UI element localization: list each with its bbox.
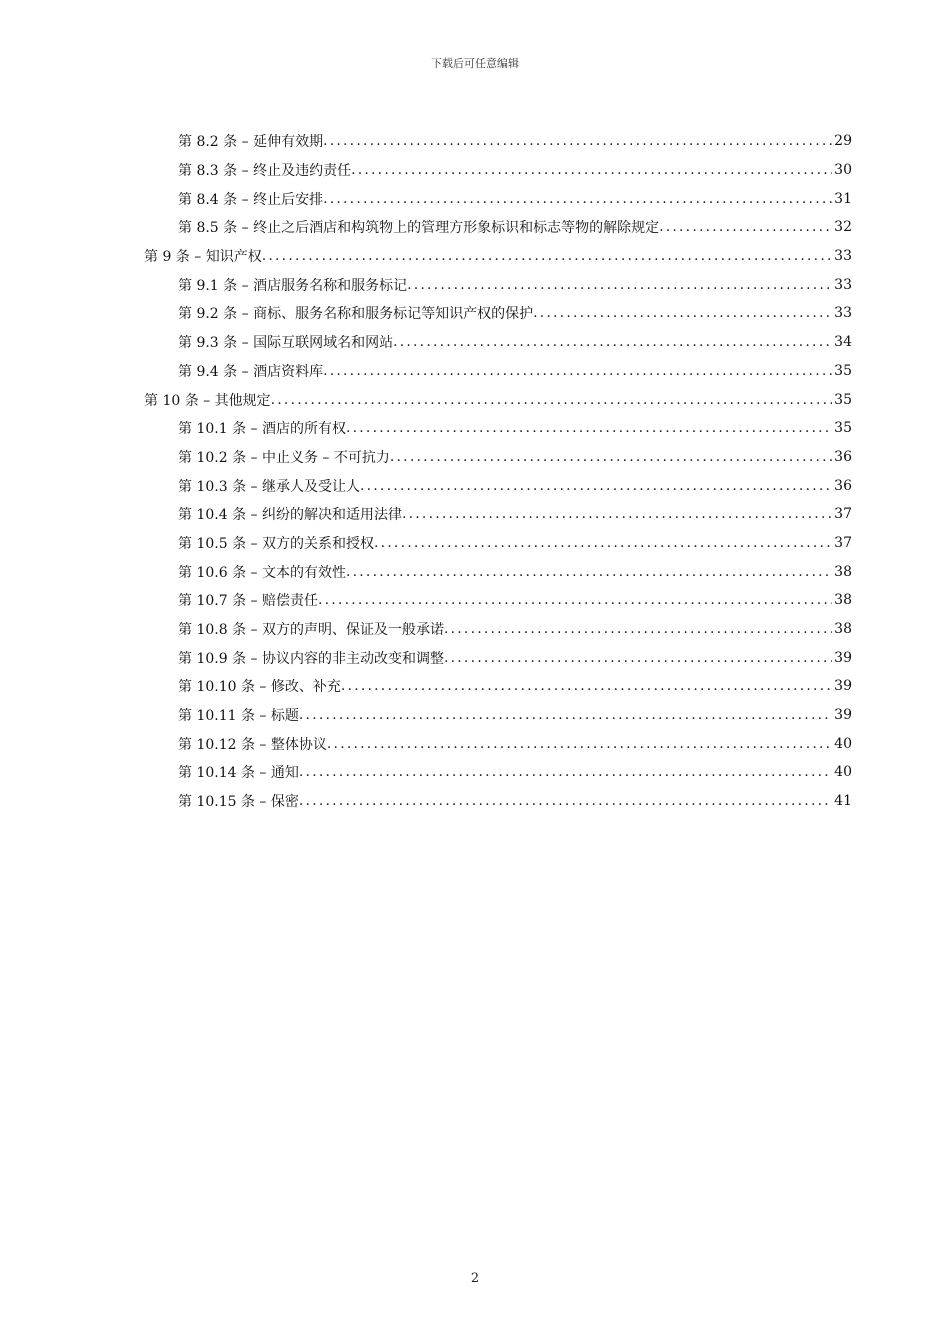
toc-entry-page: 33 — [834, 276, 852, 293]
toc-dot-leader — [346, 564, 832, 580]
toc-entry-label: 第 10.5 条 – 双方的关系和授权 — [178, 535, 374, 552]
toc-dot-leader — [444, 621, 832, 637]
toc-entry[interactable] — [144, 787, 852, 816]
toc-entry-label: 第 10.8 条 – 双方的声明、保证及一般承诺 — [178, 622, 444, 639]
toc-entry[interactable] — [144, 443, 852, 472]
toc-dot-leader — [374, 535, 832, 551]
toc-entry-page: 38 — [834, 592, 852, 609]
toc-entry-label: 第 10.11 条 – 标题 — [178, 708, 299, 725]
toc-entry-page: 35 — [834, 420, 852, 437]
toc-dot-leader — [299, 707, 832, 723]
toc-entry-label: 第 10 条 – 其他规定 — [144, 392, 271, 409]
toc-entry[interactable] — [144, 500, 852, 529]
toc-entry-label: 第 9 条 – 知识产权 — [144, 249, 262, 266]
toc-entry-label: 第 10.1 条 – 酒店的所有权 — [178, 421, 346, 438]
toc-entry-page: 32 — [834, 219, 852, 236]
toc-entry[interactable] — [144, 357, 852, 386]
toc-dot-leader — [323, 191, 832, 207]
toc-entry-page: 36 — [834, 477, 852, 494]
toc-entry-page: 29 — [834, 133, 852, 150]
toc-entry[interactable] — [144, 615, 852, 644]
toc-entry-page: 33 — [834, 248, 852, 265]
toc-entry[interactable] — [144, 414, 852, 443]
toc-entry-label: 第 10.12 条 – 整体协议 — [178, 736, 327, 753]
toc-entry-label: 第 10.2 条 – 中止义务 – 不可抗力 — [178, 449, 390, 466]
toc-dot-leader — [299, 793, 832, 809]
toc-entry-page: 37 — [834, 506, 852, 523]
toc-entry-page: 41 — [834, 793, 852, 810]
toc-entry[interactable] — [144, 471, 852, 500]
toc-entry-label: 第 10.7 条 – 赔偿责任 — [178, 593, 318, 610]
toc-dot-leader — [407, 277, 832, 293]
page-number: 2 — [470, 1271, 480, 1286]
toc-entry-page: 31 — [834, 190, 852, 207]
toc-entry-page: 35 — [834, 362, 852, 379]
toc-dot-leader — [393, 334, 832, 350]
toc-entry-page: 40 — [834, 735, 852, 752]
toc-dot-leader — [360, 478, 832, 494]
toc-entry-page: 34 — [834, 334, 852, 351]
toc-entry[interactable] — [144, 184, 852, 213]
toc-entry[interactable] — [144, 729, 852, 758]
toc-entry[interactable] — [144, 672, 852, 701]
toc-dot-leader — [271, 392, 833, 408]
toc-dot-leader — [323, 363, 832, 379]
toc-dot-leader — [444, 650, 832, 666]
toc-entry-page: 37 — [834, 534, 852, 551]
toc-entry-page: 40 — [834, 764, 852, 781]
toc-entry-label: 第 9.4 条 – 酒店资料库 — [178, 363, 324, 380]
toc-entry-label: 第 9.1 条 – 酒店服务名称和服务标记 — [178, 277, 408, 294]
toc-entry-page: 39 — [834, 707, 852, 724]
toc-dot-leader — [346, 420, 832, 436]
toc-entry[interactable] — [144, 557, 852, 586]
toc-entry[interactable] — [144, 529, 852, 558]
toc-entry-page: 35 — [834, 391, 852, 408]
toc-entry[interactable] — [144, 213, 852, 242]
toc-entry-label: 第 10.9 条 – 协议内容的非主动改变和调整 — [178, 650, 444, 667]
toc-entry[interactable] — [144, 156, 852, 185]
toc-entry-page: 33 — [834, 305, 852, 322]
toc-entry-label: 第 8.5 条 – 终止之后酒店和构筑物上的管理方形象标识和标志等物的解除规定 — [178, 220, 660, 237]
toc-entry-page: 39 — [834, 678, 852, 695]
toc-entry-label: 第 10.4 条 – 纠纷的解决和适用法律 — [178, 507, 402, 524]
toc-entry-label: 第 10.15 条 – 保密 — [178, 794, 299, 811]
toc-entry[interactable] — [144, 127, 852, 156]
toc-entry[interactable] — [144, 586, 852, 615]
toc-entry-page: 38 — [834, 621, 852, 638]
toc-entry[interactable] — [144, 385, 852, 414]
toc-entry[interactable] — [144, 643, 852, 672]
toc-entry[interactable] — [144, 299, 852, 328]
toc-entry-label: 第 10.10 条 – 修改、补充 — [178, 679, 341, 696]
toc-dot-leader — [323, 133, 832, 149]
toc-entry-label: 第 8.3 条 – 终止及违约责任 — [178, 163, 352, 180]
toc-entry-label: 第 9.2 条 – 商标、服务名称和服务标记等知识产权的保护 — [178, 306, 534, 323]
toc-entry[interactable] — [144, 270, 852, 299]
toc-entry[interactable] — [144, 758, 852, 787]
toc-dot-leader — [327, 736, 832, 752]
toc-entry[interactable] — [144, 701, 852, 730]
toc-entry-label: 第 8.2 条 – 延伸有效期 — [178, 134, 324, 151]
toc-entry-label: 第 10.6 条 – 文本的有效性 — [178, 564, 346, 581]
toc-entry-page: 36 — [834, 448, 852, 465]
toc-entry-label: 第 8.4 条 – 终止后安排 — [178, 191, 324, 208]
toc-dot-leader — [341, 678, 832, 694]
toc-entry-page: 30 — [834, 162, 852, 179]
toc-entry-label: 第 10.3 条 – 继承人及受让人 — [178, 478, 360, 495]
toc-dot-leader — [299, 764, 832, 780]
toc-dot-leader — [318, 592, 832, 608]
toc-entry-label: 第 9.3 条 – 国际互联网域名和网站 — [178, 335, 394, 352]
toc-dot-leader — [533, 305, 832, 321]
toc-entry[interactable] — [144, 328, 852, 357]
page-header: 下载后可任意编辑 — [431, 57, 519, 70]
toc-dot-leader — [262, 248, 832, 264]
toc-entry-page: 38 — [834, 563, 852, 580]
toc-entry-label: 第 10.14 条 – 通知 — [178, 765, 299, 782]
toc-dot-leader — [402, 506, 832, 522]
toc-entry[interactable] — [144, 242, 852, 271]
table-of-contents — [144, 127, 852, 816]
toc-dot-leader — [351, 162, 832, 178]
toc-dot-leader — [659, 219, 832, 235]
toc-entry-page: 39 — [834, 649, 852, 666]
toc-dot-leader — [390, 449, 832, 465]
